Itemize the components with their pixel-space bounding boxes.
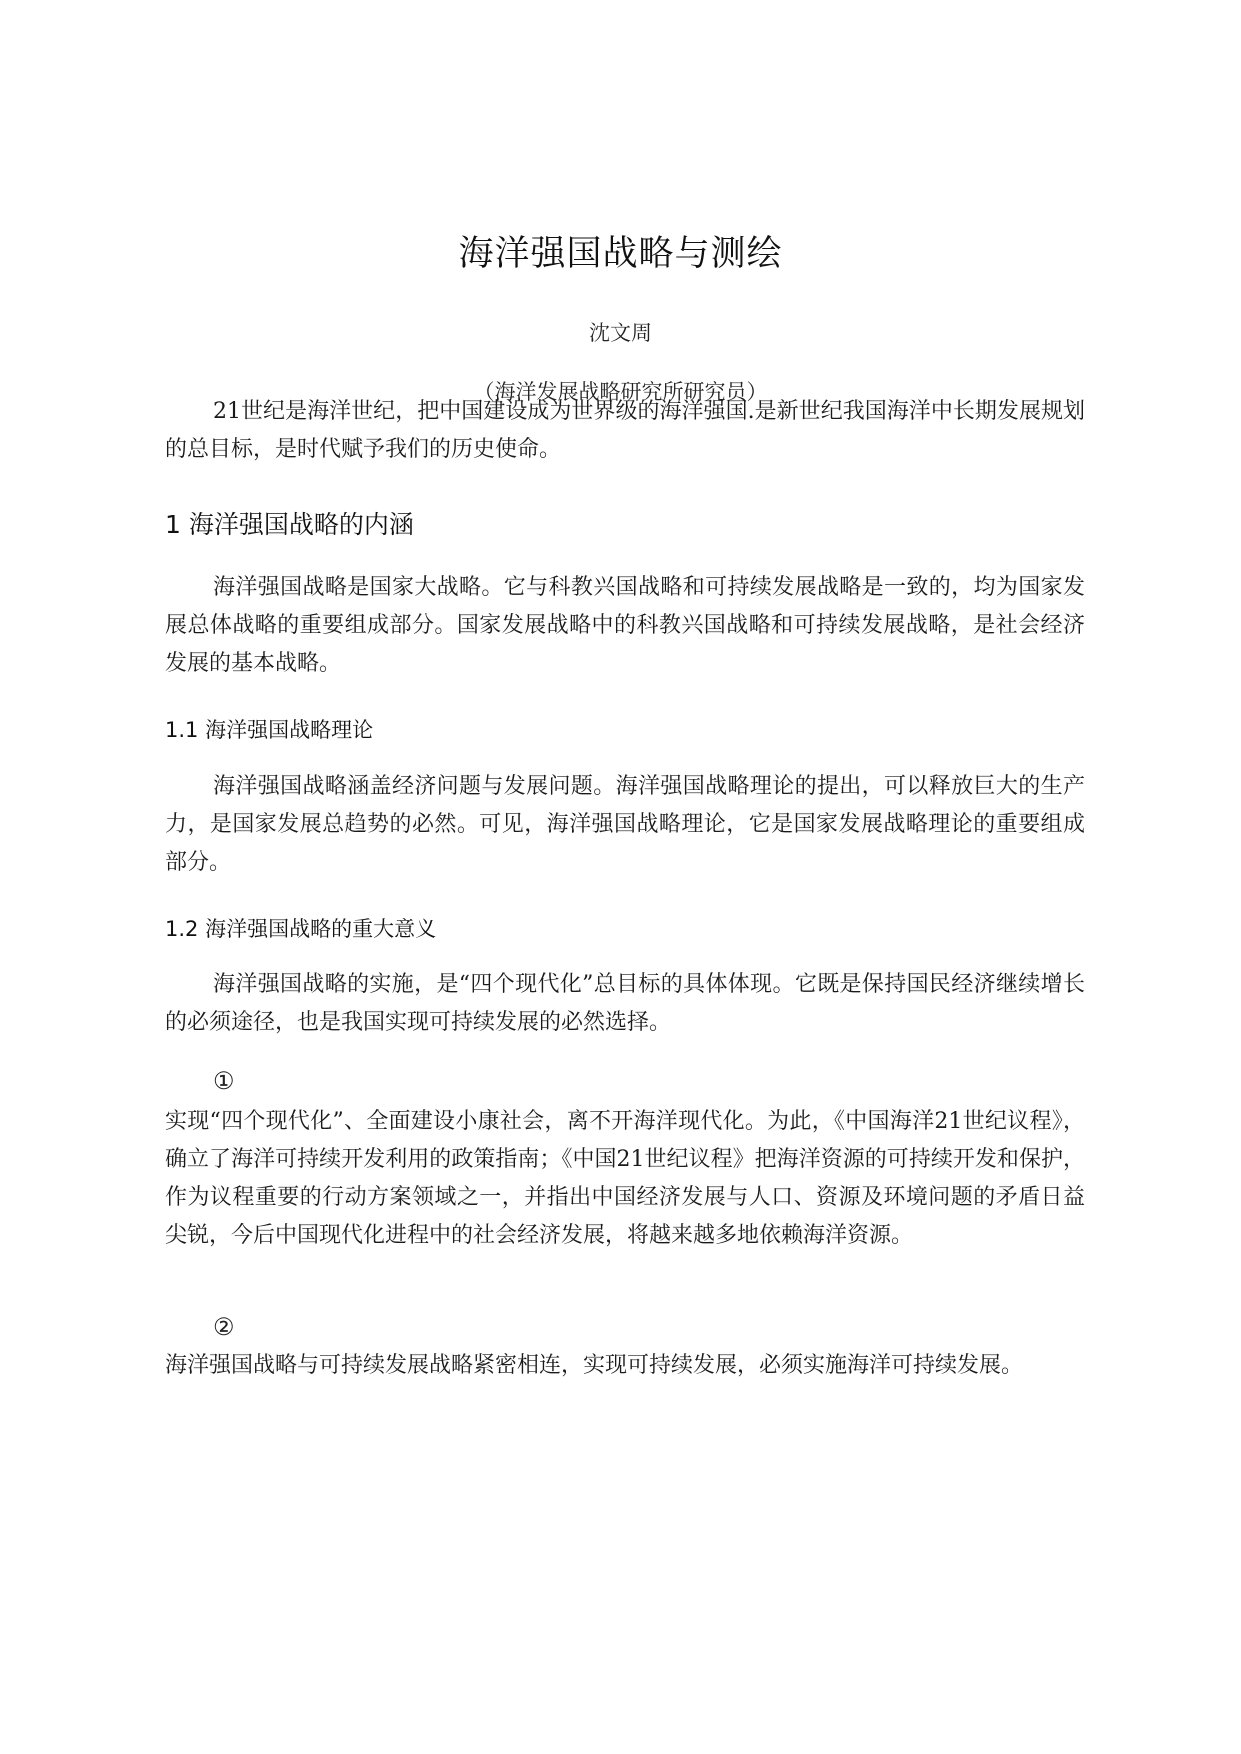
section-1-2-paragraph: 海洋强国战略的实施，是“四个现代化”总目标的具体体现。它既是保持国民经济继续增长的必须途径，也是我国实现可持续发展的必然选择。 <box>165 972 1085 1035</box>
intro-paragraph: 21世纪是海洋世纪，把中国建设成为世界级的海洋强国.是新世纪我国海洋中长期发展规划的总目标，是时代赋予我们的历史使命。 <box>165 399 1085 462</box>
section-1-1-heading: 1.1 海洋强国战略理论 <box>165 718 374 742</box>
section-1-2-heading: 1.2 海洋强国战略的重大意义 <box>165 917 437 941</box>
list-item-1-text: 实现“四个现代化”、全面建设小康社会，离不开海洋现代化。为此，《中国海洋21世纪议程》，确立了海洋可持续开发利用的政策指南；《中国21世纪议程》把海洋资源的可持续开发和保护，作为议程重要的行动方案领域之一，并指出中国经济发展与人口、资源及环境问题的矛盾日益尖锐，今后中国现代化进程中的社会经济发展，将越来越多地依赖海洋资源。 <box>165 1109 1085 1248</box>
section-1-heading: 1 海洋强国战略的内涵 <box>165 510 414 539</box>
list-marker-1: ① <box>213 1067 235 1095</box>
list-item-2-text: 海洋强国战略与可持续发展战略紧密相连，实现可持续发展，必须实施海洋可持续发展。 <box>165 1353 1024 1378</box>
section-1-paragraph: 海洋强国战略是国家大战略。它与科教兴国战略和可持续发展战略是一致的，均为国家发展总体战略的重要组成部分。国家发展战略中的科教兴国战略和可持续发展战略，是社会经济发展的基本战略。 <box>165 575 1085 676</box>
author-name: 沈文周 <box>589 321 652 345</box>
section-1-1-paragraph: 海洋强国战略涵盖经济问题与发展问题。海洋强国战略理论的提出，可以释放巨大的生产力，是国家发展总趋势的必然。可见，海洋强国战略理论，它是国家发展战略理论的重要组成部分。 <box>165 774 1085 875</box>
document-title: 海洋强国战略与测绘 <box>458 234 783 274</box>
list-marker-2: ② <box>213 1313 235 1341</box>
author-affiliation: （海洋发展战略研究所研究员） <box>473 380 768 404</box>
